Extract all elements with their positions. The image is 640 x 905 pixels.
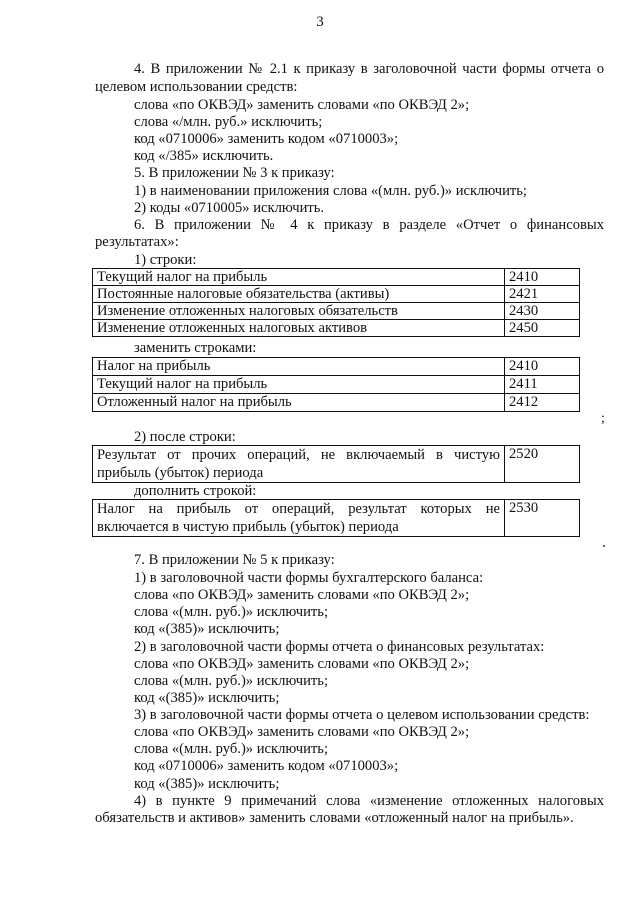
row-code: 2410 [505,358,580,376]
table-row [93,269,580,286]
row-name-line2: включается в чистую прибыль (убыток) периода [97,519,399,535]
row-name-line1: Результат от прочих операций, не включаемый в чистую [97,447,500,463]
item7-line: слова «(млн. руб.)» исключить; [134,604,328,620]
row-name: Постоянные налоговые обязательства (активы) [93,286,505,303]
row-code: 2520 [505,446,580,483]
table-row [93,394,580,412]
item7-line: 2) в заголовочной части формы отчета о финансовых результатах: [134,639,545,655]
item6-heading-line1: 6. В приложении № 4 к приказу в разделе «Отчет о финансовых [134,217,604,233]
row-code: 2410 [505,269,580,286]
table-after-row [92,445,580,483]
item7-line: 1) в заголовочной части формы бухгалтерского баланса: [134,570,484,586]
row-name: Текущий налог на прибыль [93,269,505,286]
table-row [93,286,580,303]
table-row [93,500,580,537]
scan-speck [603,545,605,547]
row-code: 2412 [505,394,580,412]
add-label: дополнить строкой: [134,483,257,499]
table-row [93,376,580,394]
item4-heading-line1: 4. В приложении № 2.1 к приказу в заголовочной части формы отчета о [134,61,604,77]
row-name [93,446,505,483]
table-add-row [92,499,580,537]
item5-heading: 5. В приложении № 3 к приказу: [134,165,335,181]
table-rows-before [92,268,580,337]
item7-line: 3) в заголовочной части формы отчета о целевом использовании средств: [134,707,590,723]
row-code: 2421 [505,286,580,303]
row-code: 2411 [505,376,580,394]
item4-line2: слова «/млн. руб.» исключить; [134,114,323,130]
row-name: Изменение отложенных налоговых обязательств [93,303,505,320]
item7-last-line1: 4) в пункте 9 примечаний слова «изменение отложенных налоговых [134,793,604,809]
row-name: Изменение отложенных налоговых активов [93,320,505,337]
item7-line: код «0710006» заменить кодом «0710003»; [134,758,399,774]
row-name [93,500,505,537]
row-name: Отложенный налог на прибыль [93,394,505,412]
row-name: Текущий налог на прибыль [93,376,505,394]
item7-last-line2: обязательств и активов» заменить словами «отложенный налог на прибыль». [95,810,574,826]
item6-sub2: 2) после строки: [134,429,236,445]
item7-line: слова «по ОКВЭД» заменить словами «по ОКВЭД 2»; [134,724,470,740]
item7-line: слова «по ОКВЭД» заменить словами «по ОКВЭД 2»; [134,656,470,672]
item5-line2: 2) коды «0710005» исключить. [134,200,325,216]
item7-line: слова «(млн. руб.)» исключить; [134,673,328,689]
item4-line3: код «0710006» заменить кодом «0710003»; [134,131,399,147]
row-name-line1: Налог на прибыль от операций, результат которых не [97,501,500,517]
row-code: 2530 [505,500,580,537]
item6-sub1: 1) строки: [134,252,197,268]
table-row [93,446,580,483]
item4-line4: код «/385» исключить. [134,148,274,164]
table-row [93,303,580,320]
replace-label: заменить строками: [134,340,257,356]
table-row [93,358,580,376]
row-name: Налог на прибыль [93,358,505,376]
item7-line: слова «(млн. руб.)» исключить; [134,741,328,757]
item7-line: слова «по ОКВЭД» заменить словами «по ОКВЭД 2»; [134,587,470,603]
table-row [93,320,580,337]
item6-heading-line2: результатах»: [95,234,179,250]
table-rows-after [92,357,580,412]
item4-heading-line2: целевом использовании средств: [95,79,298,95]
item5-line1: 1) в наименовании приложения слова «(млн. руб.)» исключить; [134,183,527,199]
item7-line: код «(385)» исключить; [134,776,280,792]
row-name-line2: прибыль (убыток) периода [97,465,264,481]
item4-line1: слова «по ОКВЭД» заменить словами «по ОКВЭД 2»; [134,97,470,113]
item7-line: код «(385)» исключить; [134,690,280,706]
row-code: 2450 [505,320,580,337]
row-code: 2430 [505,303,580,320]
semicolon-mark: ; [601,411,605,426]
item7-heading: 7. В приложении № 5 к приказу: [134,552,335,568]
item7-line: код «(385)» исключить; [134,621,280,637]
page-number: 3 [316,14,324,30]
